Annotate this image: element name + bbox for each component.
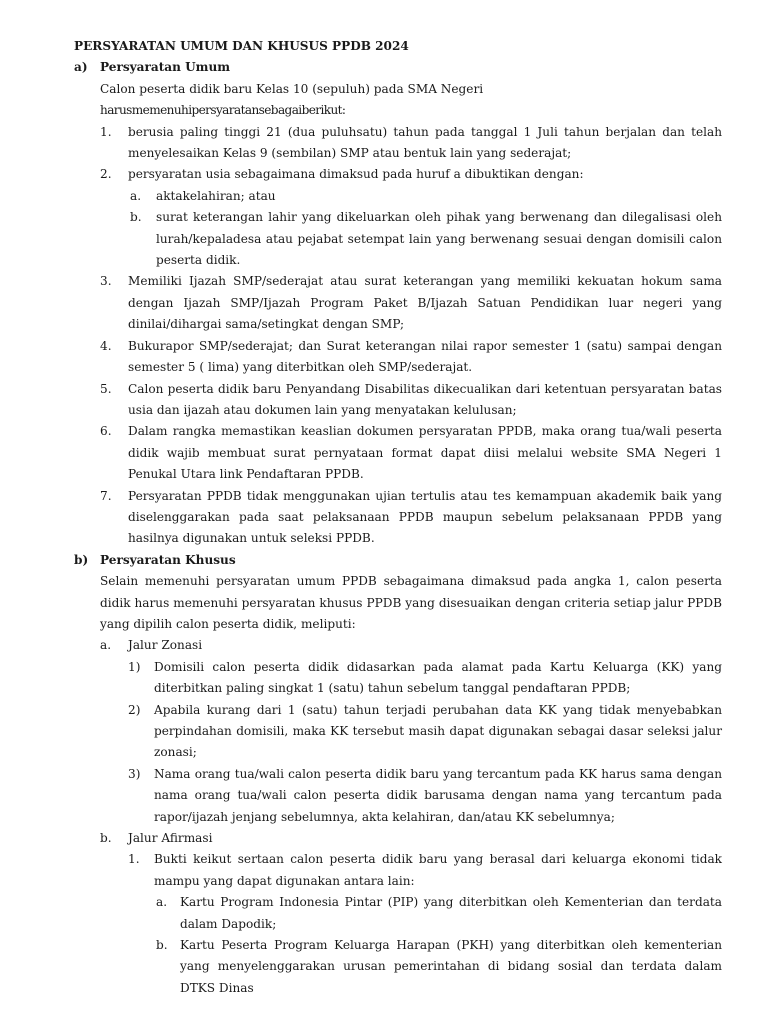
general-requirements-list bbox=[100, 122, 722, 550]
zonasi-block bbox=[100, 635, 722, 828]
list-item bbox=[100, 421, 722, 485]
list-item-text: persyaratan usia sebagaimana dimaksud pada huruf a dibuktikan dengan: bbox=[128, 167, 584, 182]
list-item bbox=[100, 379, 722, 422]
section-marker: a) bbox=[74, 60, 88, 75]
list-item-text: Apabila kurang dari 1 (satu) tahun terjadi perubahan data KK yang tidak menyebabkan perpindahan domisili, maka KK tersebut masih dapat digunakan sebagai dasar seleksi jalur zonasi; bbox=[154, 702, 722, 760]
sub-list-item bbox=[154, 892, 722, 935]
section-special-requirements bbox=[74, 550, 722, 1000]
list-item bbox=[128, 700, 722, 764]
list-marker: 1. bbox=[100, 124, 112, 139]
list-item-text: berusia paling tinggi 21 (dua puluhsatu) tahun pada tanggal 1 Juli tahun berjalan dan telah menyelesaikan Kelas 9 (sembilan) SMP atau bentuk lain yang sederajat; bbox=[128, 124, 722, 161]
zonasi-list bbox=[100, 657, 722, 828]
list-item-text: Domisili calon peserta didik didasarkan pada alamat pada Kartu Keluarga (KK) yang diterbitkan paling singkat 1 (satu) tahun sebelum tanggal pendaftaran PPDB; bbox=[154, 659, 722, 696]
sub-list bbox=[128, 186, 722, 272]
list-marker: 4. bbox=[100, 338, 112, 353]
list-marker: 3. bbox=[100, 274, 112, 289]
list-item bbox=[128, 849, 722, 999]
subsection-title: Jalur Zonasi bbox=[128, 638, 203, 653]
list-marker: a. bbox=[100, 638, 112, 653]
section-general-requirements bbox=[74, 57, 722, 549]
sub-list-item bbox=[128, 186, 722, 207]
list-marker: 2) bbox=[128, 702, 141, 717]
list-item-text: Persyaratan PPDB tidak menggunakan ujian tertulis atau tes kemampuan akademik baik yang diselenggarakan pada saat pelaksanaan PPDB maupun sebelum pelaksanaan PPDB yang hasilnya digunakan untuk seleksi PPDB. bbox=[128, 488, 722, 546]
list-item bbox=[100, 271, 722, 335]
list-marker: 7. bbox=[100, 488, 112, 503]
list-item-text: Nama orang tua/wali calon peserta didik baru yang tercantum pada KK harus sama dengan nama orang tua/wali calon peserta didik barusama dengan nama yang tercantum pada rapor/ijazah jenjang sebelumnya, akta kelahiran, dan/atau KK sebelumnya; bbox=[154, 766, 722, 824]
section-intro-line: Calon peserta didik baru Kelas 10 (sepuluh) pada SMA Negeri bbox=[100, 81, 484, 96]
afirmasi-block bbox=[100, 828, 722, 999]
list-item-text: Kartu Peserta Program Keluarga Harapan (PKH) yang diterbitkan oleh kementerian yang menyelenggarakan urusan pemerintahan di bidang sosial dan terdata dalam DTKS Dinas bbox=[180, 938, 722, 995]
subsection-heading bbox=[100, 635, 722, 656]
list-item bbox=[128, 764, 722, 828]
list-item-text: Calon peserta didik baru Penyandang Disabilitas dikecualikan dari ketentuan persyaratan batas usia dan ijazah atau dokumen lain yang menyatakan kelulusan; bbox=[128, 381, 722, 417]
list-marker: a. bbox=[130, 188, 142, 203]
list-item-text: aktakelahiran; atau bbox=[156, 188, 276, 203]
sub-list-item bbox=[154, 935, 722, 999]
list-item bbox=[100, 336, 722, 379]
list-marker: b. bbox=[130, 210, 142, 225]
list-marker: b. bbox=[156, 938, 168, 953]
list-marker: b. bbox=[100, 831, 112, 846]
list-marker: 1) bbox=[128, 659, 141, 674]
list-item-text: Dalam rangka memastikan keaslian dokumen persyaratan PPDB, maka orang tua/wali peserta didik wajib membuat surat pernyataan format dapat diisi melalui website SMA Negeri 1 Penukal Utara link Pendaftaran PPDB. bbox=[128, 424, 722, 482]
afirmasi-list bbox=[100, 849, 722, 999]
section-marker: b) bbox=[74, 552, 89, 567]
list-marker: 5. bbox=[100, 381, 112, 396]
list-item-text: surat keterangan lahir yang dikeluarkan oleh pihak yang berwenang dan dilegalisasi oleh lurah/kepaladesa atau pejabat setempat lain yang berwenang sesuai dengan domisili calon peserta didik. bbox=[156, 210, 722, 268]
subsection-heading bbox=[100, 828, 722, 849]
list-item bbox=[128, 657, 722, 700]
section-heading: Persyaratan Khusus bbox=[100, 552, 236, 567]
subsection-title: Jalur Afirmasi bbox=[128, 831, 213, 846]
sub-list-item bbox=[128, 207, 722, 271]
list-marker: a. bbox=[156, 895, 168, 910]
section-heading: Persyaratan Umum bbox=[100, 60, 231, 75]
list-marker: 3) bbox=[128, 766, 141, 781]
list-item bbox=[100, 486, 722, 550]
list-marker: 2. bbox=[100, 167, 112, 182]
list-marker: 6. bbox=[100, 424, 112, 439]
list-item-text: Kartu Program Indonesia Pintar (PIP) yang diterbitkan oleh Kementerian dan terdata dalam Dapodik; bbox=[180, 895, 722, 931]
list-item-text: Bukti keikut sertaan calon peserta didik baru yang berasal dari keluarga ekonomi tidak mampu yang dapat digunakan antara lain: bbox=[154, 852, 722, 888]
list-marker: 1. bbox=[128, 852, 140, 867]
list-item-text: Bukurapor SMP/sederajat; dan Surat keterangan nilai rapor semester 1 (satu) sampai dengan semester 5 ( lima) yang diterbitkan oleh SMP/sederajat. bbox=[128, 338, 722, 375]
document-title: PERSYARATAN UMUM DAN KHUSUS PPDB 2024 bbox=[74, 39, 409, 53]
list-item bbox=[100, 164, 722, 271]
list-item-text: Memiliki Ijazah SMP/sederajat atau surat keterangan yang memiliki kekuatan hokum sama dengan Ijazah SMP/Ijazah Program Paket B/Ijazah Satuan Pendidikan luar negeri yang dinilai/dihargai sama/setingkat dengan SMP; bbox=[128, 274, 722, 332]
sub-list bbox=[154, 892, 722, 999]
section-intro-line: harusmemenuhipersyaratansebagaiberikut: bbox=[100, 103, 346, 118]
list-item bbox=[100, 122, 722, 165]
section-intro: Selain memenuhi persyaratan umum PPDB sebagaimana dimaksud pada angka 1, calon peserta didik harus memenuhi persyaratan khusus PPDB yang disesuaikan dengan criteria setiap jalur PPDB yang dipilih calon peserta didik, meliputi: bbox=[100, 574, 722, 631]
